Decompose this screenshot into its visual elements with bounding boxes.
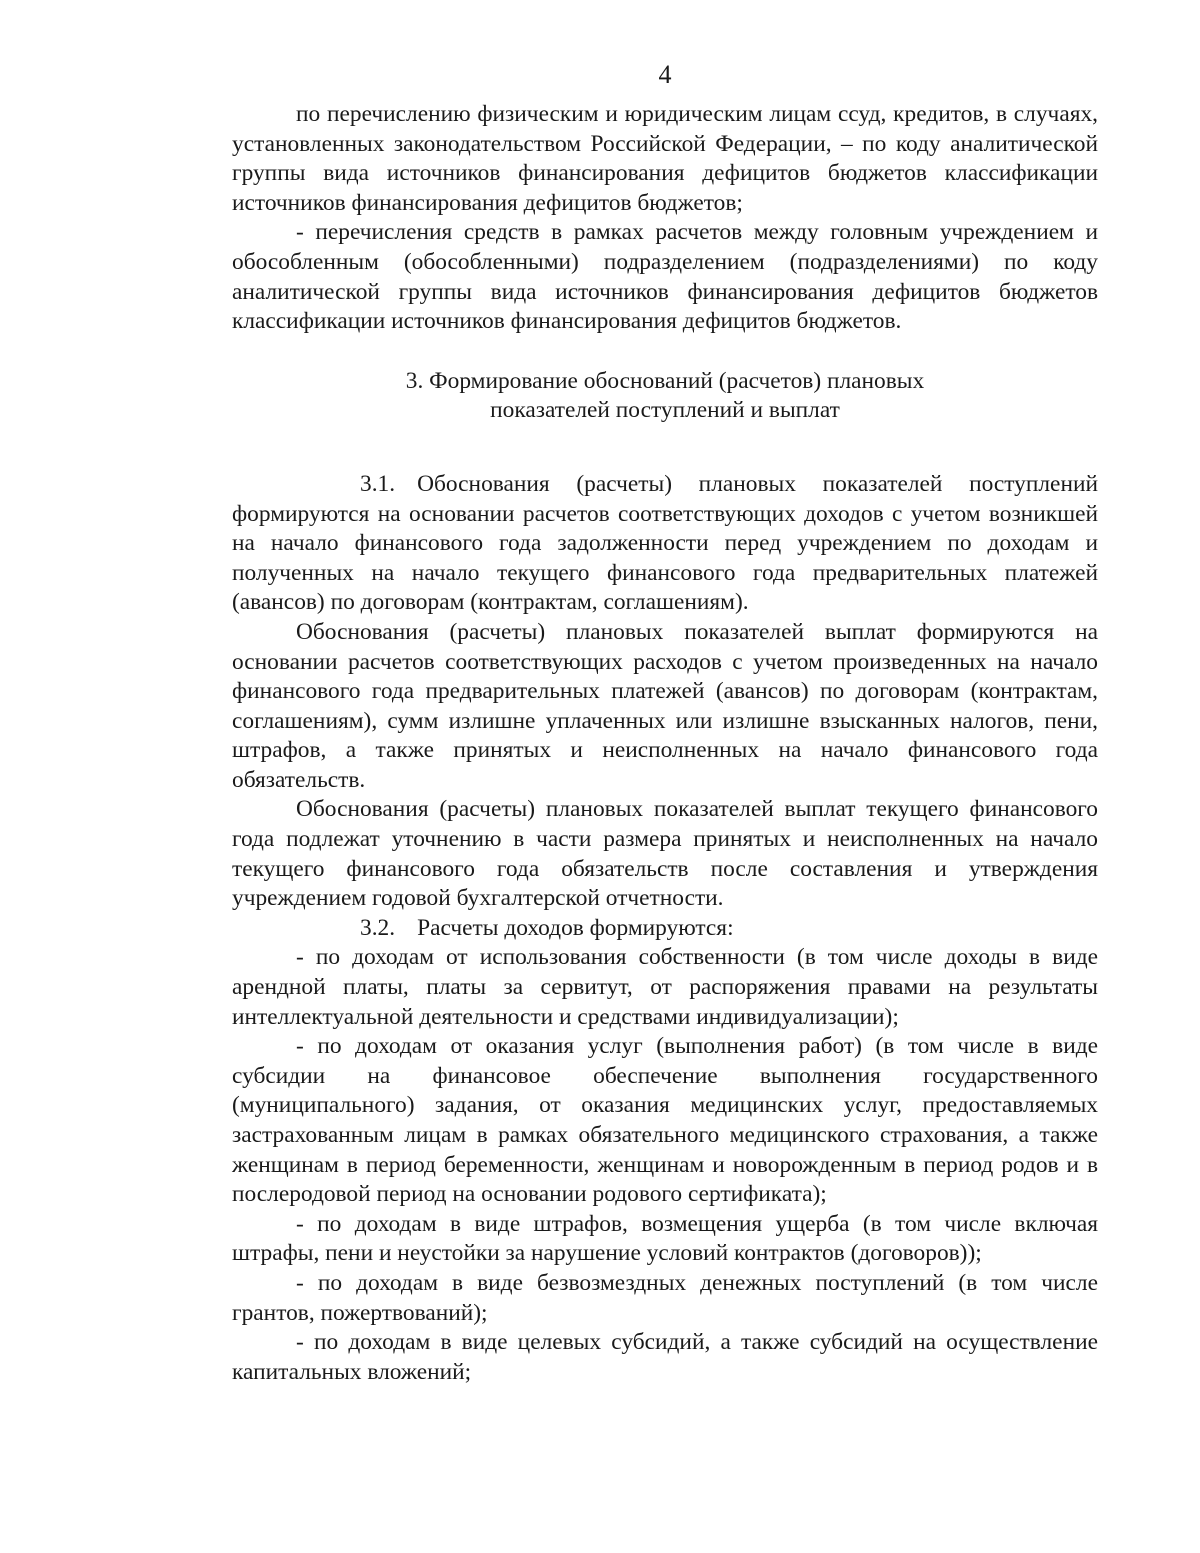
paragraph-number: 3.1. — [360, 470, 396, 497]
numbered-paragraph — [232, 470, 1098, 618]
paragraph-text: Обоснования (расчеты) плановых показателей поступлений формируются на основании расчетов соответствующих доходов с учетом возникшей на начало финансового года задолженности перед учреждением по доходам и полученных на начало текущего финансового года предварительных платежей (авансов) по договорам (контрактам, соглашениям). — [232, 470, 1098, 616]
body-paragraph — [232, 795, 1098, 913]
intro-paragraph: - перечисления средств в рамках расчетов между головным учреждением и обособленным (обособленными) подразделением (подразделениями) по коду аналитической группы вида источников финансирования дефицитов бюджетов классификации источников финансирования дефицитов бюджетов. — [232, 219, 1098, 335]
list-item: - по доходам в виде целевых субсидий, а также субсидий на осуществление капитальных вложений; — [232, 1329, 1098, 1385]
section-heading-line: 3. Формирование обоснований (расчетов) плановых — [405, 367, 925, 394]
section-heading-line: показателей поступлений и выплат — [490, 397, 840, 424]
list-item: - по доходам в виде штрафов, возмещения ущерба (в том числе включая штрафы, пени и неустойки за нарушение условий контрактов (договоров)); — [232, 1210, 1098, 1267]
page-number: 4 — [658, 60, 672, 89]
list-item: - по доходам от использования собственности (в том числе доходы в виде арендной платы, платы за сервитут, от распоряжения правами на результаты интеллектуальной деятельности и средствами индивидуализации); — [232, 944, 1098, 1030]
numbered-paragraph — [232, 914, 1098, 944]
list-item: - по доходам в виде безвозмездных денежных поступлений (в том числе грантов, пожертвований); — [232, 1269, 1098, 1326]
body-paragraph — [232, 618, 1098, 796]
document-body — [232, 100, 1098, 1387]
paragraph-text: Расчеты доходов формируются: — [417, 914, 734, 941]
intro-paragraph: по перечислению физическим и юридическим лицам ссуд, кредитов, в случаях, установленных законодательством Российской Федерации, – по коду аналитической группы вида источников финансирования дефицитов бюджетов классификации источников финансирования дефицитов бюджетов; — [232, 101, 1098, 216]
list-item: - по доходам от оказания услуг (выполнения работ) (в том числе в виде субсидии на финансовое обеспечение выполнения государственного (муниципального) задания, от оказания медицинских услуг, предоставляемых застрахованным лицам в рамках обязательного медицинского страхования, а также женщинам в период беременности, женщинам и новорожденным в период родов и в послеродовой период на основании родового сертификата); — [232, 1033, 1098, 1208]
section-heading — [232, 337, 1098, 470]
paragraph-number: 3.2. — [360, 914, 396, 941]
paragraph-text: Обоснования (расчеты) плановых показателей выплат формируются на основании расчетов соответствующих расходов с учетом произведенных на начало финансового года предварительных платежей (авансов) по договорам (контрактам, соглашениям), сумм излишне уплаченных или излишне взысканных налогов, пени, штрафов, а также принятых и неисполненных на начало финансового года обязательств. — [232, 618, 1098, 793]
paragraph-text: Обоснования (расчеты) плановых показателей выплат текущего финансового года подлежат уточнению в части размера принятых и неисполненных на начало текущего финансового года обязательств после составления и утверждения учреждением годовой бухгалтерской отчетности. — [232, 796, 1098, 912]
